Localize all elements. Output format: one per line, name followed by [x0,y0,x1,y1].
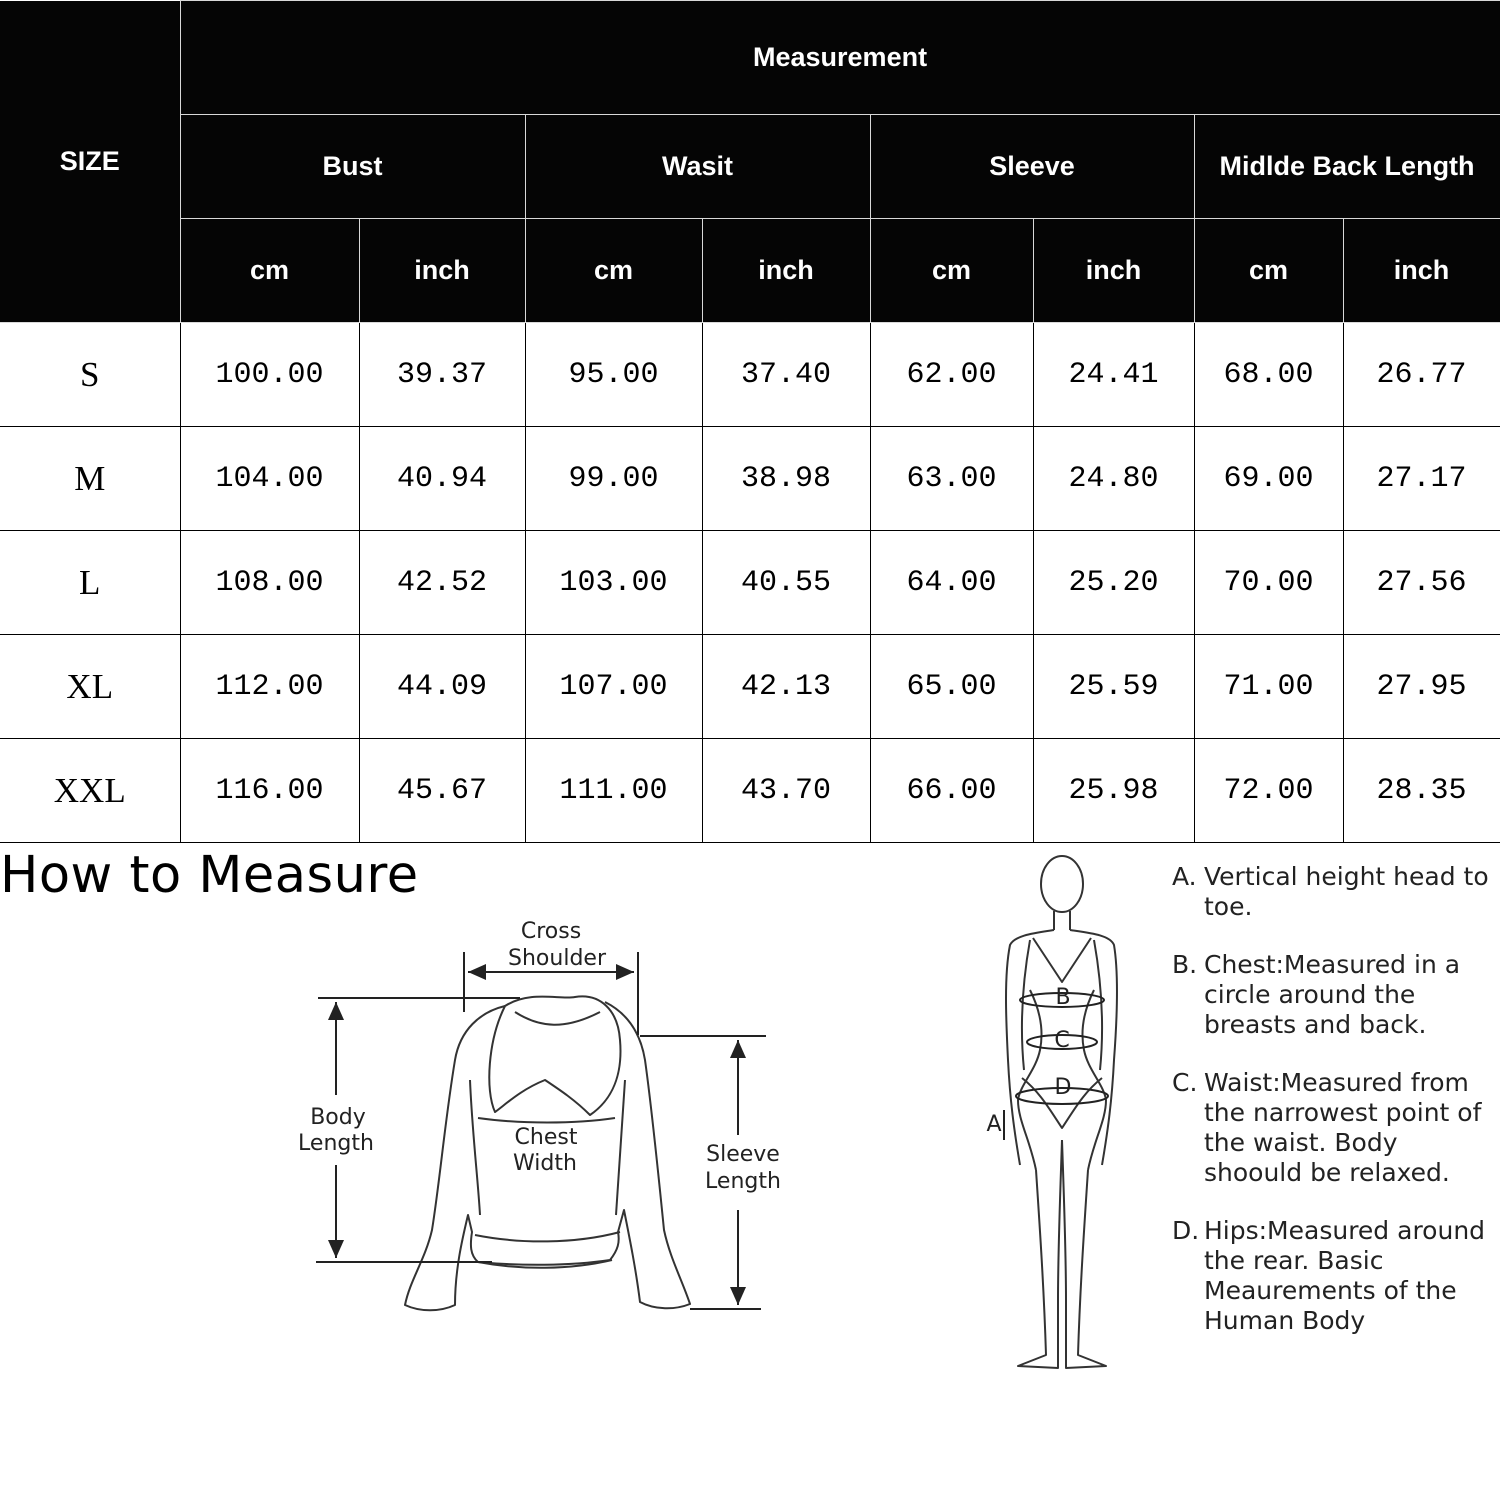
cross-shoulder-label: Shoulder [508,946,606,971]
size-cell: L [0,531,180,635]
unit-header: inch [359,219,525,323]
table-cell: 27.17 [1343,427,1500,531]
table-cell: 72.00 [1194,739,1343,843]
body-marker-c: C [1054,1028,1070,1053]
table-cell: 25.20 [1033,531,1194,635]
table-cell: 39.37 [359,323,525,427]
body-length-label: Body [310,1105,366,1130]
unit-header: inch [1033,219,1194,323]
table-cell: 95.00 [525,323,702,427]
table-cell: 107.00 [525,635,702,739]
group-header-back-length: Midlde Back Length [1194,115,1500,219]
sleeve-length-label: Sleeve [706,1142,780,1167]
note-letter: C. [1172,1068,1198,1097]
table-cell: 27.56 [1343,531,1500,635]
unit-header: cm [1194,219,1343,323]
table-cell: 111.00 [525,739,702,843]
table-cell: 27.95 [1343,635,1500,739]
size-cell: XL [0,635,180,739]
table-cell: 68.00 [1194,323,1343,427]
body-length-label: Length [298,1131,374,1156]
unit-header: cm [870,219,1033,323]
body-marker-d: D [1054,1075,1072,1100]
body-figure-illustration [1006,856,1117,1368]
table-cell: 44.09 [359,635,525,739]
unit-header: cm [525,219,702,323]
note-text: Chest:Measured in a circle around the breasts and back. [1204,950,1461,1039]
table-cell: 64.00 [870,531,1033,635]
table-cell: 104.00 [180,427,359,531]
table-cell: 24.41 [1033,323,1194,427]
table-cell: 26.77 [1343,323,1500,427]
note-letter: B. [1172,950,1198,979]
table-cell: 108.00 [180,531,359,635]
measurement-notes [1172,862,1492,1364]
unit-header: inch [1343,219,1500,323]
table-cell: 65.00 [870,635,1033,739]
table-cell: 63.00 [870,427,1033,531]
note-text: Hips:Measured around the rear. Basic Meaurements of the Human Body [1204,1216,1486,1335]
table-cell: 40.55 [702,531,870,635]
note-text: Waist:Measured from the narrowest point of the waist. Body shoould be relaxed. [1204,1068,1482,1187]
table-cell: 42.13 [702,635,870,739]
note-text: Vertical height head to toe. [1204,862,1489,921]
body-marker-b: B [1055,985,1071,1010]
table-cell: 37.40 [702,323,870,427]
note-item [1172,950,1492,1040]
table-cell: 42.52 [359,531,525,635]
table-cell: 69.00 [1194,427,1343,531]
body-marker-a: A [986,1112,1002,1137]
note-item [1172,1068,1492,1188]
size-cell: XXL [0,739,180,843]
note-item [1172,862,1492,922]
table-cell: 112.00 [180,635,359,739]
table-cell: 45.67 [359,739,525,843]
group-header-waist: Wasit [525,115,870,219]
cross-shoulder-label: Cross [520,919,582,944]
group-header-bust: Bust [180,115,525,219]
size-cell: S [0,323,180,427]
unit-header: cm [180,219,359,323]
table-cell: 38.98 [702,427,870,531]
table-cell: 28.35 [1343,739,1500,843]
note-letter: D. [1172,1216,1200,1245]
unit-header: inch [702,219,870,323]
table-cell: 71.00 [1194,635,1343,739]
measurement-header: Measurement [180,1,1500,115]
table-cell: 103.00 [525,531,702,635]
note-letter: A. [1172,862,1197,891]
how-to-measure-title: How to Measure [0,846,419,905]
table-cell: 43.70 [702,739,870,843]
table-cell: 66.00 [870,739,1033,843]
sleeve-length-label: Length [705,1169,781,1194]
table-cell: 40.94 [359,427,525,531]
table-cell: 116.00 [180,739,359,843]
group-header-sleeve: Sleeve [870,115,1194,219]
table-cell: 62.00 [870,323,1033,427]
note-item [1172,1216,1492,1336]
table-cell: 24.80 [1033,427,1194,531]
table-cell: 100.00 [180,323,359,427]
chest-width-label: Chest [514,1125,578,1150]
table-cell: 25.59 [1033,635,1194,739]
size-cell: M [0,427,180,531]
table-cell: 25.98 [1033,739,1194,843]
table-cell: 70.00 [1194,531,1343,635]
size-column-header: SIZE [0,1,180,323]
table-cell: 99.00 [525,427,702,531]
chest-width-label: Width [513,1151,577,1176]
